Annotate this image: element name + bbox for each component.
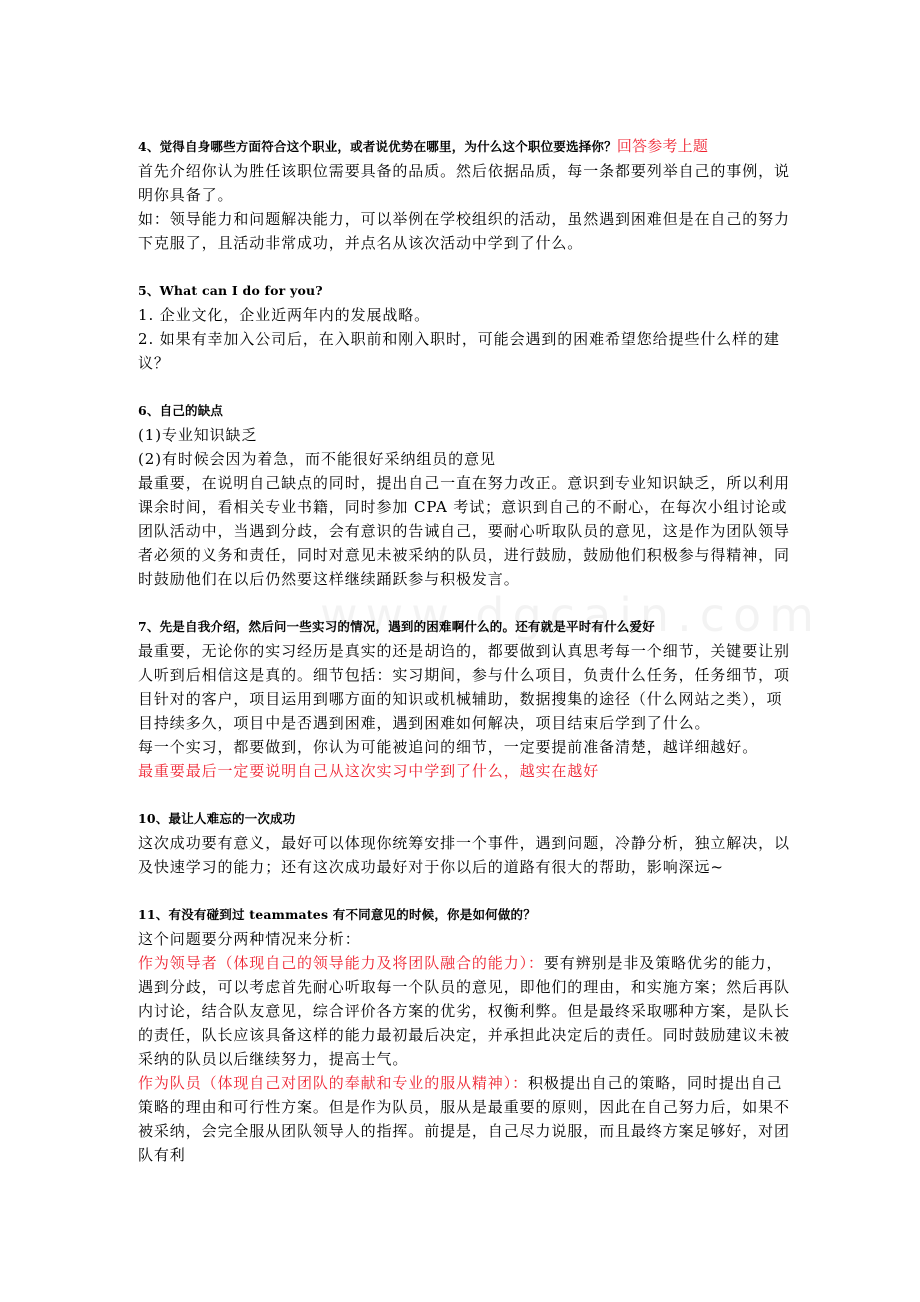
section-q4 [138, 134, 796, 255]
section-heading: 7、先是自我介绍，然后问一些实习的情况，遇到的困难啊什么的。还有就是平时有什么爱好 [138, 619, 655, 634]
paragraph: 如：领导能力和问题解决能力，可以举例在学校组织的活动，虽然遇到困难但是在自己的努力下克服了，且活动非常成功，并点名从该次活动中学到了什么。 [138, 210, 790, 252]
section-heading: 6、自己的缺点 [138, 403, 224, 418]
paragraph: 首先介绍你认为胜任该职位需要具备的品质。然后依据品质，每一条都要列举自己的事例，说明你具备了。 [138, 162, 790, 204]
leader-label: 作为领导者（体现自己的领导能力及将团队融合的能力）： [138, 954, 544, 972]
list-item: (2)有时候会因为着急，而不能很好采纳组员的意见 [138, 450, 496, 468]
member-label: 作为队员（体现自己对团队的奉献和专业的服从精神）： [138, 1074, 529, 1092]
paragraph [138, 951, 796, 1071]
paragraph: 这次成功要有意义，最好可以体现你统筹安排一个事件，遇到问题，冷静分析，独立解决，以及快速学习的能力；还有这次成功最好对于你以后的道路有很大的帮助，影响深远~ [138, 834, 790, 876]
list-item: 2. 如果有幸加入公司后，在入职前和刚入职时，可能会遇到的困难希望您给提些什么样的建议？ [138, 330, 780, 372]
list-item: (1)专业知识缺乏 [138, 426, 258, 444]
leader-text: 要有辨别是非及策略优劣的能力，遇到分歧，可以考虑首先耐心听取每一个队员的意见，即他们的理由，和实施方案；然后再队内讨论，结合队友意见，综合评价各方案的优劣，权衡利弊。但是最终采取哪种方案，是队长的责任，队长应该具备这样的能力最初最后决定，并承担此决定后的责任。同时鼓励建议未被采纳的队员以后继续努力，提高士气。 [138, 954, 790, 1068]
section-heading: 5、What can I do for you? [138, 283, 323, 298]
member-text: 积极提出自己的策略，同时提出自己策略的理由和可行性方案。但是作为队员，服从是最重要的原则，因此在自己努力后，如果不被采纳，会完全服从团队领导人的指挥。前提是，自己尽力说服，而且最终方案足够好，对团队有利 [138, 1074, 790, 1164]
answer-reference-note: 回答参考上题 [616, 137, 709, 155]
paragraph: 最重要，在说明自己缺点的同时，提出自己一直在努力改正。意识到专业知识缺乏，所以利用课余时间，看相关专业书籍，同时参加 CPA 考试；意识到自己的不耐心，在每次小组讨论或团队活动中，当遇到分歧，会有意识的告诫自己，要耐心听取队员的意见，这是作为团队领导者必须的义务和责任，同时对意见未被采纳的队员，进行鼓励，鼓励他们积极参与得精神，同时鼓励他们在以后仍然要这样继续踊跃参与积极发言。 [138, 474, 790, 588]
section-q11 [138, 903, 796, 1167]
section-q6 [138, 399, 796, 591]
document-body [138, 134, 796, 1167]
paragraph: 每一个实习，都要做到，你认为可能被追问的细节，一定要提前准备清楚，越详细越好。 [138, 738, 759, 756]
highlight-paragraph: 最重要最后一定要说明自己从这次实习中学到了什么，越实在越好 [138, 762, 600, 780]
section-q10 [138, 807, 796, 879]
paragraph [138, 1071, 796, 1167]
paragraph: 最重要，无论你的实习经历是真实的还是胡诌的，都要做到认真思考每一个细节，关键要让别人听到后相信这是真的。细节包括：实习期间，参与什么项目，负责什么任务，任务细节，项目针对的客户，项目运用到哪方面的知识或机械辅助，数据搜集的途径（什么网站之类），项目持续多久，项目中是否遇到困难，遇到困难如何解决，项目结束后学到了什么。 [138, 642, 790, 732]
section-q5 [138, 279, 796, 375]
section-heading: 11、有没有碰到过 teammates 有不同意见的时候，你是如何做的？ [138, 907, 536, 922]
section-heading: 4、觉得自身哪些方面符合这个职业，或者说优势在哪里，为什么这个职位要选择你？回答参考上题 [138, 137, 709, 155]
section-q7 [138, 615, 796, 783]
list-item: 1. 企业文化，企业近两年内的发展战略。 [138, 306, 431, 324]
paragraph: 这个问题要分两种情况来分析： [138, 930, 361, 948]
section-heading: 10、最让人难忘的一次成功 [138, 811, 296, 826]
